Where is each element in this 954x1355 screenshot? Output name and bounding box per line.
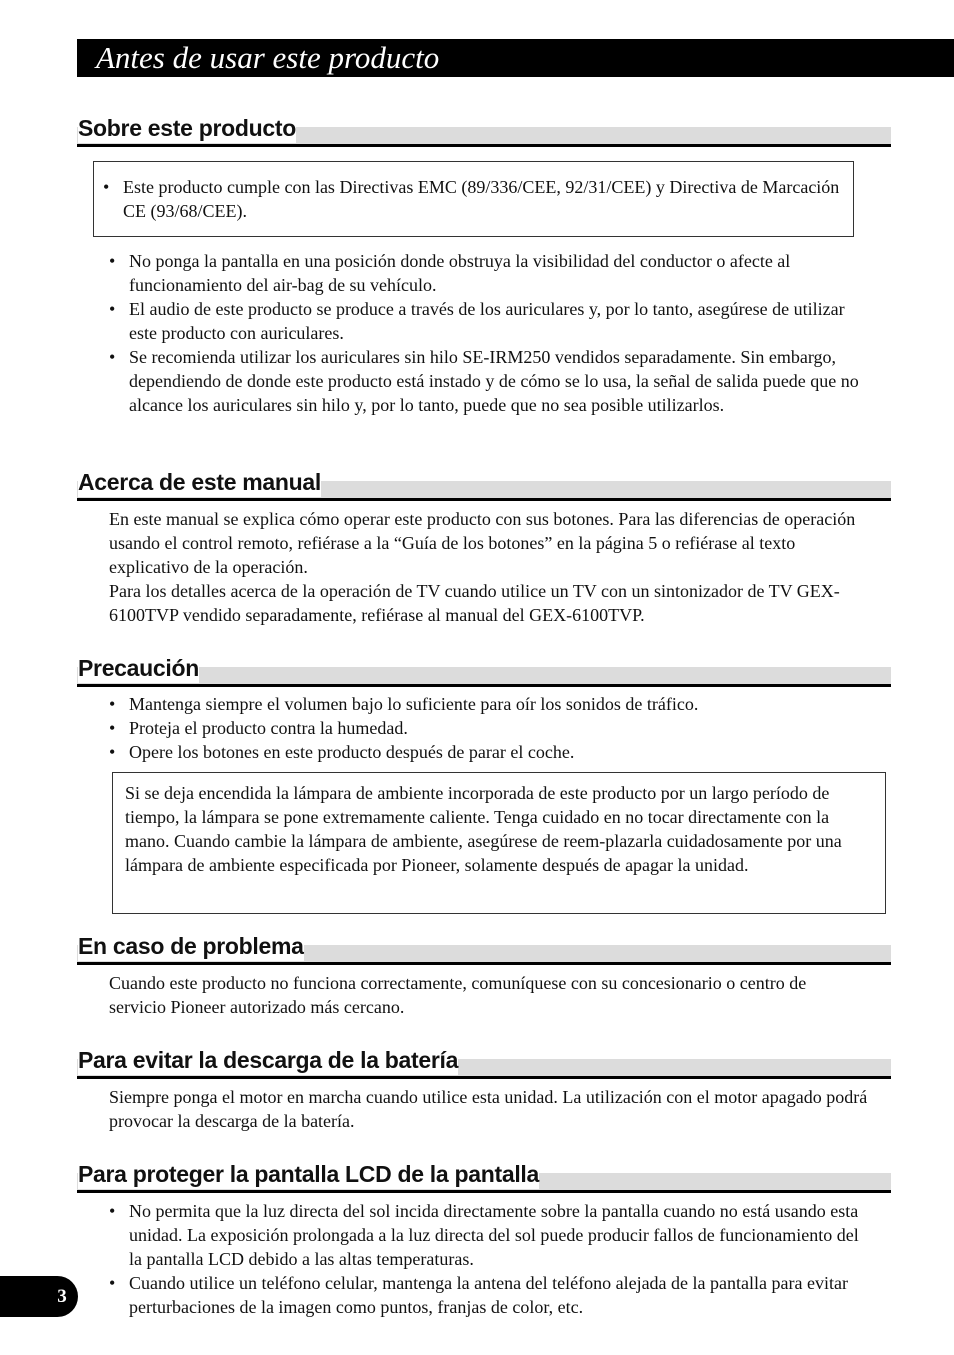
list-item: • No ponga la pantalla en una posición donde obstruya la visibilidad del conductor o afecte al funcionamiento del air-bag de su vehículo. (109, 249, 861, 297)
bateria-text (109, 1085, 869, 1133)
list-item: • Proteja el producto contra la humedad. (109, 716, 869, 740)
section-en-caso-de-problema (77, 931, 891, 965)
section-heading: En caso de problema (78, 933, 304, 959)
lcd-bullet-list (109, 1199, 861, 1319)
section-evitar-descarga-bateria (77, 1045, 891, 1079)
section-heading: Para evitar la descarga de la batería (78, 1047, 459, 1073)
section-heading: Para proteger la pantalla LCD de la pantalla (78, 1161, 539, 1187)
section-acerca-de-este-manual (77, 467, 891, 501)
list-item: • El audio de este producto se produce a través de los auriculares y, por lo tanto, asegúrese de utilizar este producto con auriculares. (109, 297, 861, 345)
compliance-item: • Este producto cumple con las Directivas EMC (89/336/CEE, 92/31/CEE) y Directiva de Marcación CE (93/68/CEE). (103, 175, 843, 223)
section-heading-bar (77, 467, 891, 501)
precaucion-bullet-list (109, 692, 869, 764)
warning-box (112, 772, 886, 914)
section-heading-bar (77, 931, 891, 965)
page-number: 3 (57, 1286, 67, 1307)
paragraph: En este manual se explica cómo operar este producto con sus botones. Para las diferencias de operación usando el control remoto, refiérase a la “Guía de los botones” en la página 5 o refiérase al texto explicativo de la operación. (109, 509, 856, 577)
list-item: • Se recomienda utilizar los auriculares sin hilo SE-IRM250 vendidos separadamente. Sin embargo, dependiendo de donde este producto está instado y de cómo se lo usa, la señal de salida puede que no alcance los auriculares sin hilo y, por lo tanto, puede que no sea posible utilizarlos. (109, 345, 861, 417)
paragraph: Siempre ponga el motor en marcha cuando utilice esta unidad. La utilización con el motor apagado podrá provocar la descarga de la batería. (109, 1087, 868, 1131)
section-heading: Acerca de este manual (78, 469, 321, 495)
section-heading: Precaución (78, 655, 199, 681)
manual-text (109, 507, 869, 627)
compliance-box (93, 161, 854, 237)
page-number-tab (0, 1276, 78, 1317)
warning-text: Si se deja encendida la lámpara de ambiente incorporada de este producto por un largo período de tiempo, la lámpara se pone extremamente caliente. Tenga cuidado en no tocar directamente con la mano. Cuando cambie la lámpara de ambiente, asegúrese de reem-plazarla cuidadosamente por una lámpara de ambiente especificada por Pioneer, solamente después de apagar la unidad. (125, 783, 842, 875)
paragraph: Cuando este producto no funciona correctamente, comuníquese con su concesionario o centro de servicio Pioneer autorizado más cercano. (109, 973, 807, 1017)
chapter-header-bar (77, 39, 954, 77)
section-precaucion (77, 653, 891, 687)
list-item: • Mantenga siempre el volumen bajo lo suficiente para oír los sonidos de tráfico. (109, 692, 869, 716)
list-item: • Opere los botones en este producto después de parar el coche. (109, 740, 869, 764)
list-item: • No permita que la luz directa del sol incida directamente sobre la pantalla cuando no está usando esta unidad. La exposición prolongada a la luz directa del sol puede producir fallos de funcionamiento del la pantalla LCD debido a las altas temperaturas. (109, 1199, 861, 1271)
section-heading-bar (77, 653, 891, 687)
list-item: • Cuando utilice un teléfono celular, mantenga la antena del teléfono alejada de la pantalla para evitar perturbaciones de la imagen como puntos, franjas de color, etc. (109, 1271, 861, 1319)
problema-text (109, 971, 849, 1019)
section-heading-bar (77, 113, 891, 147)
section-sobre-este-producto (77, 113, 891, 147)
chapter-title: Antes de usar este producto (96, 40, 440, 75)
section-proteger-pantalla-lcd (77, 1159, 891, 1193)
section-heading: Sobre este producto (78, 115, 296, 141)
section-heading-bar (77, 1159, 891, 1193)
sobre-bullet-list (109, 249, 861, 417)
paragraph: Para los detalles acerca de la operación de TV cuando utilice un TV con un sintonizador de TV GEX-6100TVP vendido separadamente, refiérase al manual del GEX-6100TVP. (109, 581, 840, 625)
section-heading-bar (77, 1045, 891, 1079)
